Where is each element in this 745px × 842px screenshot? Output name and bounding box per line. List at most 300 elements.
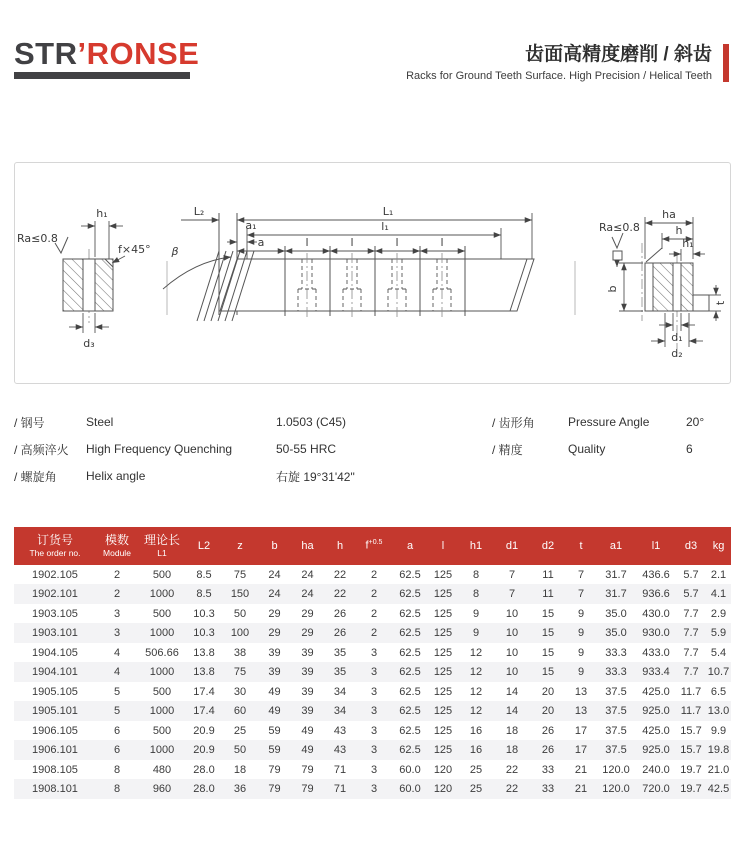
table-cell: 3 bbox=[370, 666, 378, 679]
logo-underline-bar bbox=[14, 72, 190, 79]
table-cell: 35 bbox=[333, 666, 347, 679]
roughness-icon bbox=[612, 233, 623, 248]
dim-label-f45: f×45° bbox=[118, 242, 151, 256]
spec-label-zh: / 精度 bbox=[492, 442, 523, 457]
spec-label-zh: / 钢号 bbox=[14, 415, 45, 430]
table-cell: 26 bbox=[541, 724, 555, 737]
table-cell: 26 bbox=[541, 744, 555, 757]
table-cell: 10.3 bbox=[193, 627, 215, 640]
table-cell: 79 bbox=[268, 783, 281, 796]
table-cell: 3 bbox=[370, 763, 378, 776]
table-cell: 28.0 bbox=[193, 763, 215, 776]
table-cell: 925.0 bbox=[642, 744, 670, 757]
table-cell: 12 bbox=[469, 705, 483, 718]
col-header-d1: d1 bbox=[494, 527, 530, 565]
table-cell: 19.7 bbox=[680, 763, 702, 776]
table-cell: 2 bbox=[370, 568, 378, 581]
table-cell: 5.9 bbox=[710, 627, 727, 640]
table-cell: 500 bbox=[152, 568, 172, 581]
table-cell: 14 bbox=[505, 685, 519, 698]
table-cell: 7 bbox=[508, 588, 516, 601]
table-cell: 19.7 bbox=[680, 783, 702, 796]
spec-label-zh: / 齿形角 bbox=[492, 415, 535, 430]
table-cell: 2.9 bbox=[710, 607, 727, 620]
table-cell: 30 bbox=[233, 685, 247, 698]
table-cell: 11.7 bbox=[680, 685, 702, 698]
table-cell: 125 bbox=[433, 705, 453, 718]
dim-label-l: l bbox=[350, 235, 354, 249]
table-cell: 39 bbox=[301, 685, 314, 698]
table-cell: 125 bbox=[433, 685, 453, 698]
table-cell: 25 bbox=[233, 724, 247, 737]
table-cell: 21 bbox=[574, 763, 588, 776]
table-cell: 17.4 bbox=[193, 685, 215, 698]
table-cell: 79 bbox=[301, 763, 314, 776]
table-cell: 15 bbox=[541, 646, 555, 659]
table-cell: 436.6 bbox=[642, 568, 670, 581]
dim-label-d3: d₃ bbox=[83, 336, 95, 350]
table-cell: 39 bbox=[301, 666, 314, 679]
table-cell: 9 bbox=[577, 646, 585, 659]
table-cell: 480 bbox=[152, 763, 172, 776]
table-cell: 125 bbox=[433, 724, 453, 737]
table-cell: 9.9 bbox=[710, 724, 727, 737]
dim-label-beta: β bbox=[171, 244, 179, 258]
table-cell: 33 bbox=[541, 763, 555, 776]
table-cell: 930.0 bbox=[642, 627, 670, 640]
table-cell: 9 bbox=[577, 627, 585, 640]
spec-value: 20° bbox=[686, 415, 705, 430]
logo-text-dark: STR bbox=[14, 36, 78, 71]
table-cell: 18 bbox=[505, 744, 519, 757]
technical-drawing bbox=[15, 163, 730, 381]
table-cell: 936.6 bbox=[642, 588, 670, 601]
table-cell: 21.0 bbox=[707, 763, 730, 776]
table-cell: 2 bbox=[370, 607, 378, 620]
table-cell: 18 bbox=[233, 763, 247, 776]
rack-side-view bbox=[163, 205, 534, 321]
table-cell: 3 bbox=[370, 685, 378, 698]
page-header bbox=[0, 0, 745, 82]
table-cell: 14 bbox=[505, 705, 519, 718]
col-header-t: t bbox=[566, 527, 596, 565]
table-cell: 1903.101 bbox=[32, 627, 78, 640]
surface-roughness-label: Ra≤0.8 bbox=[17, 231, 58, 245]
table-cell: 2 bbox=[370, 627, 378, 640]
table-cell: 6 bbox=[113, 744, 121, 757]
table-cell: 425.0 bbox=[642, 724, 670, 737]
table-row bbox=[14, 701, 731, 721]
title-chinese: 齿面高精度磨削 / 斜齿 bbox=[525, 44, 712, 65]
table-cell: 500 bbox=[152, 607, 172, 620]
table-cell: 20 bbox=[541, 685, 555, 698]
table-cell: 25 bbox=[469, 783, 483, 796]
table-cell: 15.7 bbox=[680, 724, 702, 737]
spec-label-en: Quality bbox=[568, 442, 606, 457]
table-cell: 120 bbox=[433, 783, 453, 796]
col-header-b: b bbox=[258, 527, 291, 565]
table-cell: 125 bbox=[433, 568, 453, 581]
table-cell: 49 bbox=[268, 685, 281, 698]
table-cell: 6 bbox=[113, 724, 121, 737]
table-cell: 1906.101 bbox=[32, 744, 78, 757]
table-cell: 42.5 bbox=[707, 783, 730, 796]
table-cell: 1000 bbox=[149, 666, 175, 679]
brand-logo bbox=[14, 38, 199, 79]
table-cell: 33.3 bbox=[605, 666, 627, 679]
dim-label-a: a bbox=[257, 235, 265, 249]
col-header-kg: kg bbox=[706, 527, 731, 565]
table-cell: 3 bbox=[370, 783, 378, 796]
table-cell: 62.5 bbox=[399, 627, 421, 640]
table-cell: 2 bbox=[370, 588, 378, 601]
table-cell: 2 bbox=[113, 568, 121, 581]
table-cell: 17.4 bbox=[193, 705, 215, 718]
datum-symbol bbox=[613, 251, 622, 260]
dim-label-l: l bbox=[305, 235, 309, 249]
table-cell: 34 bbox=[333, 705, 347, 718]
table-cell: 15.7 bbox=[680, 744, 702, 757]
table-cell: 1902.105 bbox=[32, 568, 78, 581]
table-cell: 125 bbox=[433, 627, 453, 640]
table-cell: 62.5 bbox=[399, 744, 421, 757]
table-cell: 1905.101 bbox=[32, 705, 78, 718]
page-title bbox=[406, 44, 729, 82]
table-cell: 20 bbox=[541, 705, 555, 718]
dim-label-ha: ha bbox=[662, 207, 676, 221]
dim-label-d1: d₁ bbox=[671, 330, 683, 344]
table-cell: 36 bbox=[233, 783, 247, 796]
dim-label-l: l bbox=[440, 235, 444, 249]
spec-value: 6 bbox=[686, 442, 693, 457]
title-english: Racks for Ground Teeth Surface. High Precision / Helical Teeth bbox=[406, 69, 712, 82]
table-cell: 15 bbox=[541, 607, 555, 620]
table-cell: 18 bbox=[505, 724, 519, 737]
product-table-wrap bbox=[14, 527, 731, 799]
table-cell: 62.5 bbox=[399, 646, 421, 659]
table-cell: 20.9 bbox=[193, 724, 215, 737]
col-header-length: 理论长 L1 bbox=[138, 527, 186, 565]
table-cell: 37.5 bbox=[605, 705, 627, 718]
table-cell: 100 bbox=[230, 627, 250, 640]
table-cell: 29 bbox=[301, 627, 314, 640]
table-cell: 79 bbox=[301, 783, 314, 796]
table-cell: 38 bbox=[233, 646, 247, 659]
table-row bbox=[14, 779, 731, 799]
table-cell: 71 bbox=[333, 783, 347, 796]
table-cell: 35.0 bbox=[605, 627, 627, 640]
spec-value: 1.0503 (C45) bbox=[276, 415, 347, 430]
table-cell: 5 bbox=[113, 705, 121, 718]
spec-summary bbox=[14, 409, 731, 490]
table-cell: 13.8 bbox=[193, 666, 215, 679]
dim-label-h1: h₁ bbox=[96, 206, 108, 220]
dim-label-l: l bbox=[395, 235, 399, 249]
table-cell: 125 bbox=[433, 666, 453, 679]
dim-label-l1: l₁ bbox=[381, 219, 389, 233]
table-cell: 13 bbox=[574, 685, 588, 698]
table-cell: 10 bbox=[505, 607, 519, 620]
table-cell: 5.7 bbox=[683, 568, 699, 581]
table-cell: 720.0 bbox=[642, 783, 670, 796]
table-cell: 39 bbox=[301, 646, 314, 659]
col-header-l1: l1 bbox=[636, 527, 676, 565]
table-cell: 1903.105 bbox=[32, 607, 78, 620]
table-cell: 7.7 bbox=[683, 607, 699, 620]
col-header-f: $f^{+0.5}$ bbox=[356, 527, 392, 565]
col-header-a: a bbox=[392, 527, 428, 565]
table-cell: 35.0 bbox=[605, 607, 627, 620]
table-cell: 71 bbox=[333, 763, 347, 776]
table-cell: 13.0 bbox=[707, 705, 730, 718]
table-cell: 7 bbox=[508, 568, 516, 581]
table-cell: 430.0 bbox=[642, 607, 670, 620]
col-header-d2: d2 bbox=[530, 527, 566, 565]
table-cell: 3 bbox=[370, 705, 378, 718]
table-cell: 7.7 bbox=[683, 666, 699, 679]
table-cell: 19.8 bbox=[707, 744, 730, 757]
spec-label-en: Steel bbox=[86, 415, 114, 430]
table-cell: 33.3 bbox=[605, 646, 627, 659]
table-cell: 29 bbox=[268, 607, 281, 620]
table-cell: 1902.101 bbox=[32, 588, 78, 601]
table-cell: 1906.105 bbox=[32, 724, 78, 737]
logo-text-red: ’RONSE bbox=[77, 36, 200, 71]
table-cell: 50 bbox=[233, 607, 247, 620]
table-cell: 10.7 bbox=[707, 666, 730, 679]
table-row bbox=[14, 740, 731, 760]
table-cell: 62.5 bbox=[399, 724, 421, 737]
table-cell: 33 bbox=[541, 783, 555, 796]
table-body bbox=[14, 565, 731, 799]
table-cell: 2 bbox=[113, 588, 121, 601]
dim-label-d2: d₂ bbox=[671, 346, 683, 360]
table-cell: 26 bbox=[333, 627, 347, 640]
table-cell: 13 bbox=[574, 705, 588, 718]
spec-value: 右旋 19°31'42" bbox=[276, 469, 355, 484]
table-cell: 39 bbox=[268, 646, 281, 659]
table-cell: 7.7 bbox=[683, 627, 699, 640]
table-cell: 3 bbox=[370, 724, 378, 737]
table-header bbox=[14, 527, 731, 565]
table-cell: 12 bbox=[469, 666, 483, 679]
table-cell: 1000 bbox=[149, 744, 175, 757]
table-cell: 9 bbox=[472, 627, 480, 640]
table-cell: 79 bbox=[268, 763, 281, 776]
table-cell: 500 bbox=[152, 724, 172, 737]
table-row bbox=[14, 760, 731, 780]
col-header-module: 模数 Module bbox=[96, 527, 138, 565]
table-cell: 120.0 bbox=[602, 783, 630, 796]
surface-roughness-label: Ra≤0.8 bbox=[599, 220, 640, 234]
dim-label-L2: L₂ bbox=[193, 204, 205, 218]
table-cell: 9 bbox=[472, 607, 480, 620]
table-cell: 5.7 bbox=[683, 588, 699, 601]
col-header-l: l bbox=[428, 527, 458, 565]
table-row bbox=[14, 623, 731, 643]
table-cell: 5.4 bbox=[710, 646, 727, 659]
table-cell: 4.1 bbox=[710, 588, 727, 601]
col-header-a1: a1 bbox=[596, 527, 636, 565]
table-cell: 60 bbox=[233, 705, 247, 718]
table-cell: 3 bbox=[370, 744, 378, 757]
table-row bbox=[14, 643, 731, 663]
table-cell: 62.5 bbox=[399, 607, 421, 620]
table-cell: 62.5 bbox=[399, 705, 421, 718]
table-cell: 24 bbox=[268, 568, 281, 581]
col-header-h: h bbox=[324, 527, 356, 565]
spec-summary-left bbox=[14, 409, 492, 490]
table-cell: 25 bbox=[469, 763, 483, 776]
table-cell: 10 bbox=[505, 627, 519, 640]
table-cell: 75 bbox=[233, 568, 247, 581]
spec-summary-right bbox=[492, 409, 731, 490]
table-cell: 35 bbox=[333, 646, 347, 659]
table-cell: 8.5 bbox=[196, 568, 212, 581]
table-row bbox=[14, 682, 731, 702]
table-cell: 62.5 bbox=[399, 588, 421, 601]
table-cell: 125 bbox=[433, 744, 453, 757]
table-cell: 39 bbox=[268, 666, 281, 679]
table-cell: 34 bbox=[333, 685, 347, 698]
dim-label-t: t bbox=[714, 300, 727, 305]
table-cell: 240.0 bbox=[642, 763, 670, 776]
table-cell: 8.5 bbox=[196, 588, 212, 601]
table-cell: 37.5 bbox=[605, 744, 627, 757]
product-table bbox=[14, 527, 731, 799]
table-cell: 21 bbox=[574, 783, 588, 796]
table-cell: 925.0 bbox=[642, 705, 670, 718]
table-cell: 933.4 bbox=[642, 666, 670, 679]
table-cell: 120 bbox=[433, 763, 453, 776]
table-cell: 31.7 bbox=[605, 588, 627, 601]
table-row bbox=[14, 662, 731, 682]
table-cell: 39 bbox=[301, 705, 314, 718]
table-cell: 22 bbox=[505, 763, 519, 776]
dim-label-a1: a₁ bbox=[245, 218, 257, 232]
table-cell: 10.3 bbox=[193, 607, 215, 620]
spec-row-steel bbox=[14, 409, 492, 436]
table-cell: 6.5 bbox=[710, 685, 727, 698]
table-cell: 8 bbox=[113, 783, 121, 796]
table-cell: 29 bbox=[268, 627, 281, 640]
table-cell: 49 bbox=[301, 744, 314, 757]
table-cell: 1908.105 bbox=[32, 763, 78, 776]
table-cell: 16 bbox=[469, 744, 483, 757]
table-cell: 10 bbox=[505, 646, 519, 659]
table-cell: 7 bbox=[577, 568, 585, 581]
table-cell: 22 bbox=[333, 568, 347, 581]
spec-label-zh: / 高频淬火 bbox=[14, 442, 69, 457]
table-cell: 425.0 bbox=[642, 685, 670, 698]
table-row bbox=[14, 584, 731, 604]
spec-row-quality bbox=[492, 436, 731, 463]
table-row bbox=[14, 565, 731, 585]
table-cell: 9 bbox=[577, 666, 585, 679]
table-cell: 3 bbox=[113, 627, 121, 640]
table-cell: 8 bbox=[472, 568, 480, 581]
dim-label-h1: h₁ bbox=[682, 236, 694, 250]
table-cell: 120.0 bbox=[602, 763, 630, 776]
table-cell: 150 bbox=[230, 588, 250, 601]
col-header-L2: L2 bbox=[186, 527, 222, 565]
table-cell: 1904.105 bbox=[32, 646, 78, 659]
table-cell: 11 bbox=[542, 568, 554, 581]
table-cell: 433.0 bbox=[642, 646, 670, 659]
table-cell: 43 bbox=[333, 744, 347, 757]
table-cell: 24 bbox=[301, 568, 314, 581]
table-cell: 75 bbox=[233, 666, 247, 679]
table-cell: 12 bbox=[469, 685, 483, 698]
table-cell: 5 bbox=[113, 685, 121, 698]
page-title-text bbox=[406, 44, 712, 82]
table-cell: 7 bbox=[577, 588, 585, 601]
spec-row-quenching bbox=[14, 436, 492, 463]
table-cell: 62.5 bbox=[399, 666, 421, 679]
spec-label-en: Helix angle bbox=[86, 469, 146, 484]
table-cell: 125 bbox=[433, 607, 453, 620]
table-cell: 59 bbox=[268, 724, 281, 737]
table-cell: 2.1 bbox=[710, 568, 727, 581]
table-cell: 62.5 bbox=[399, 568, 421, 581]
table-cell: 28.0 bbox=[193, 783, 215, 796]
col-header-ha: ha bbox=[291, 527, 324, 565]
logo-text bbox=[14, 38, 199, 69]
table-cell: 125 bbox=[433, 646, 453, 659]
technical-drawing-panel bbox=[14, 162, 731, 384]
right-section-view bbox=[599, 208, 727, 360]
table-cell: 10 bbox=[505, 666, 519, 679]
table-cell: 500 bbox=[152, 685, 172, 698]
spec-label-en: High Frequency Quenching bbox=[86, 442, 233, 457]
table-cell: 506.66 bbox=[145, 646, 179, 659]
spec-label-en: Pressure Angle bbox=[568, 415, 650, 430]
table-cell: 4 bbox=[113, 646, 121, 659]
table-cell: 960 bbox=[152, 783, 172, 796]
table-cell: 4 bbox=[113, 666, 121, 679]
spec-row-helix-angle bbox=[14, 463, 492, 490]
table-cell: 17 bbox=[574, 724, 588, 737]
spec-row-pressure-angle bbox=[492, 409, 731, 436]
table-cell: 15 bbox=[541, 666, 555, 679]
spec-value: 50-55 HRC bbox=[276, 442, 337, 457]
table-cell: 62.5 bbox=[399, 685, 421, 698]
dim-label-L1: L₁ bbox=[382, 204, 394, 218]
table-cell: 12 bbox=[469, 646, 483, 659]
table-cell: 31.7 bbox=[605, 568, 627, 581]
table-cell: 1000 bbox=[149, 588, 175, 601]
table-cell: 11 bbox=[542, 588, 554, 601]
table-cell: 22 bbox=[333, 588, 347, 601]
table-cell: 8 bbox=[113, 763, 121, 776]
table-cell: 13.8 bbox=[193, 646, 215, 659]
spec-label-zh: / 螺旋角 bbox=[14, 469, 57, 484]
table-cell: 50 bbox=[233, 744, 247, 757]
table-cell: 59 bbox=[268, 744, 281, 757]
table-cell: 125 bbox=[433, 588, 453, 601]
table-cell: 1000 bbox=[149, 627, 175, 640]
table-cell: 17 bbox=[574, 744, 588, 757]
table-cell: 24 bbox=[268, 588, 281, 601]
table-cell: 20.9 bbox=[193, 744, 215, 757]
table-cell: 8 bbox=[472, 588, 480, 601]
table-cell: 43 bbox=[333, 724, 347, 737]
table-cell: 49 bbox=[268, 705, 281, 718]
col-header-order: 订货号 The order no. bbox=[14, 527, 96, 565]
table-cell: 60.0 bbox=[399, 763, 421, 776]
table-cell: 9 bbox=[577, 607, 585, 620]
table-cell: 60.0 bbox=[399, 783, 421, 796]
